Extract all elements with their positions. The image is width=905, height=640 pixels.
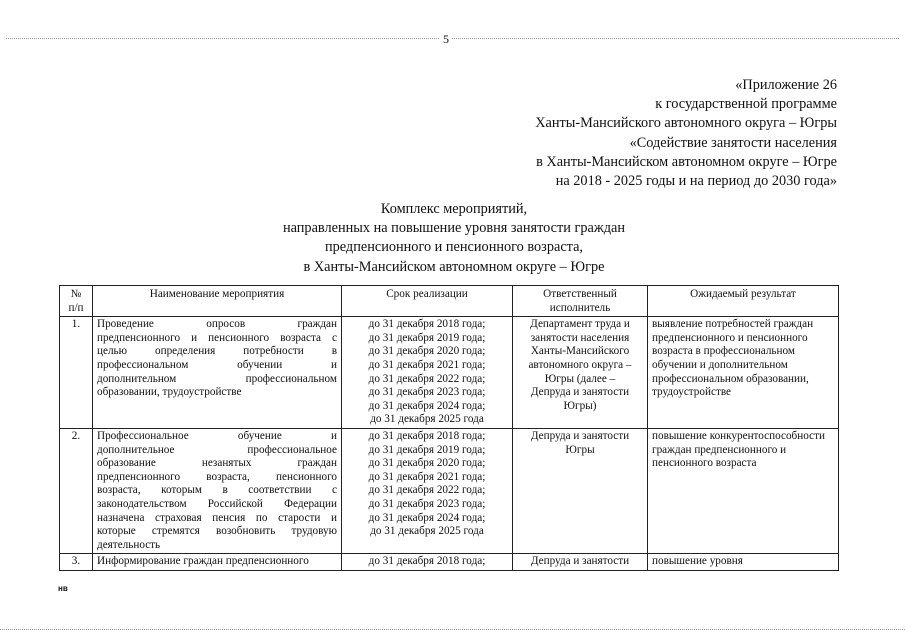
table-row (60, 554, 839, 571)
row-number: 2. (60, 428, 93, 553)
annex-line: Ханты-Мансийского автономного округа – Югры (535, 115, 837, 132)
measure-name: Проведение опросов граждан предпенсионного и пенсионного возраста с целью определения потребности в профессиональном обучении и дополнительном профессиональном образовании, трудоустройстве (93, 317, 342, 429)
bottom-scan-rule (0, 629, 905, 630)
header-deadline: Срок реализации (342, 286, 513, 317)
table-header-row (60, 286, 839, 317)
table-row (60, 317, 839, 429)
executor: Департамент труда и занятости населения Ханты-Мансийского автономного округа – Югры (далее – Депруда и занятости Югры) (513, 317, 648, 429)
header-executor: Ответственный исполнитель (513, 286, 648, 317)
measures-table (59, 285, 839, 571)
document-title (220, 200, 688, 277)
deadline: до 31 декабря 2018 года; (342, 554, 513, 571)
header-result: Ожидаемый результат (648, 286, 839, 317)
annex-line: «Содействие занятости населения (629, 134, 837, 151)
row-number: 3. (60, 554, 93, 571)
expected-result: выявление потребностей граждан предпенсионного и пенсионного возраста в профессиональном обучении и дополнительном профессиональном образовании, трудоустройстве (648, 317, 839, 429)
deadline: до 31 декабря 2018 года; до 31 декабря 2019 года; до 31 декабря 2020 года; до 31 декабря 2021 года; до 31 декабря 2022 года; до 31 декабря 2023 года; до 31 декабря 2024 года; до 31 декабря 2025 года (342, 428, 513, 553)
header-name: Наименование мероприятия (93, 286, 342, 317)
annex-line: в Ханты-Мансийском автономном округе – Югре (536, 153, 837, 170)
row-number: 1. (60, 317, 93, 429)
measure-name: Информирование граждан предпенсионного (93, 554, 342, 571)
annex-header (417, 76, 837, 191)
table-row (60, 428, 839, 553)
top-scan-rule (6, 38, 899, 39)
title-line: предпенсионного и пенсионного возраста, (324, 239, 584, 256)
title-line: в Ханты-Мансийском автономном округе – Югре (303, 258, 605, 275)
measure-name: Профессиональное обучение и дополнительное профессиональное образование незанятых граждан предпенсионного возраста, пенсионного возраста, которым в соответствии с законодательством Российской Федерации назначена страховая пенсия по старости и которые стремятся возобновить трудовую деятельность (93, 428, 342, 553)
expected-result: повышение конкурентоспособности граждан предпенсионного и пенсионного возраста (648, 428, 839, 553)
header-num: № п/п (60, 286, 93, 317)
page-number: 5 (440, 32, 452, 47)
footer-code: нв (58, 584, 68, 593)
annex-line: на 2018 - 2025 годы и на период до 2030 года» (555, 173, 837, 190)
annex-line: к государственной программе (655, 96, 837, 113)
title-line: Комплекс мероприятий, (380, 201, 528, 217)
deadline: до 31 декабря 2018 года; до 31 декабря 2019 года; до 31 декабря 2020 года; до 31 декабря 2021 года; до 31 декабря 2022 года; до 31 декабря 2023 года; до 31 декабря 2024 года; до 31 декабря 2025 года (342, 317, 513, 429)
title-line: направленных на повышение уровня занятости граждан (282, 220, 626, 237)
expected-result: повышение уровня (648, 554, 839, 571)
executor: Депруда и занятости (513, 554, 648, 571)
annex-line: «Приложение 26 (735, 77, 837, 93)
executor: Депруда и занятости Югры (513, 428, 648, 553)
